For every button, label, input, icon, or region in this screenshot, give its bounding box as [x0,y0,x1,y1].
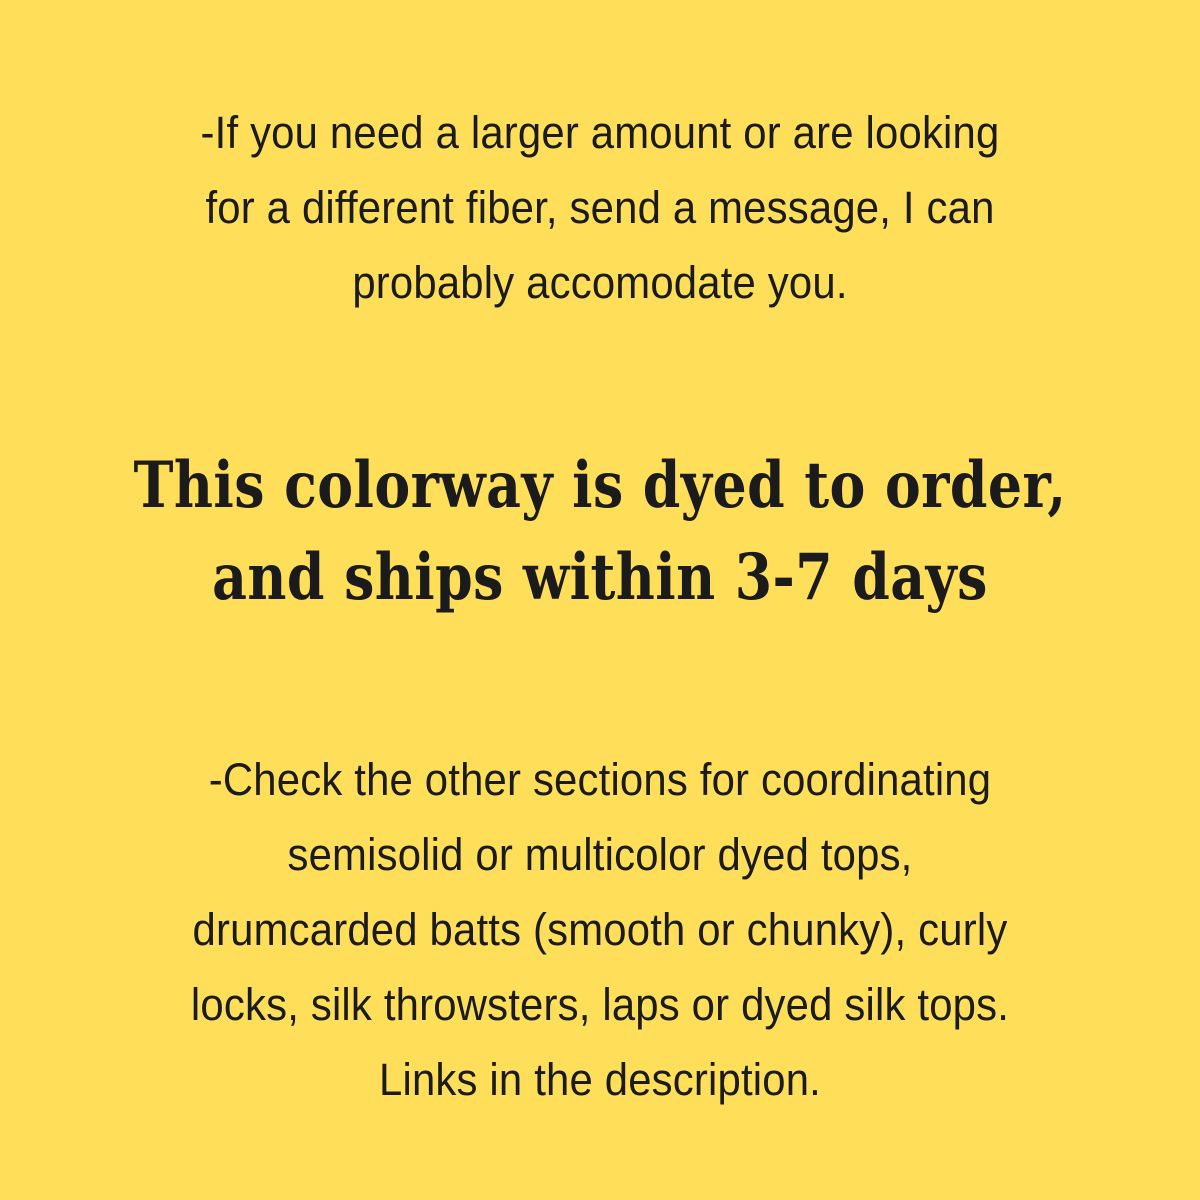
headline-line-2: and ships within 3-7 days [212,540,988,615]
headline [96,440,1104,624]
intro-line-1: -If you need a larger amount or are looking [200,107,1000,158]
outro-line-3: drumcarded batts (smooth or chunky), curly [192,904,1008,955]
outro-line-4: locks, silk throwsters, laps or dyed silk tops. [190,979,1010,1030]
outro-line-5: Links in the description. [378,1054,821,1105]
outro-line-1: -Check the other sections for coordinating [208,754,992,805]
intro-line-3: probably accomodate you. [352,257,848,308]
outro-line-2: semisolid or multicolor dyed tops, [287,829,913,880]
headline-line-1: This colorway is dyed to order, [133,448,1067,523]
intro-line-2: for a different fiber, send a message, I can [205,182,995,233]
intro-paragraph [42,95,1158,320]
outro-paragraph [42,742,1158,1117]
